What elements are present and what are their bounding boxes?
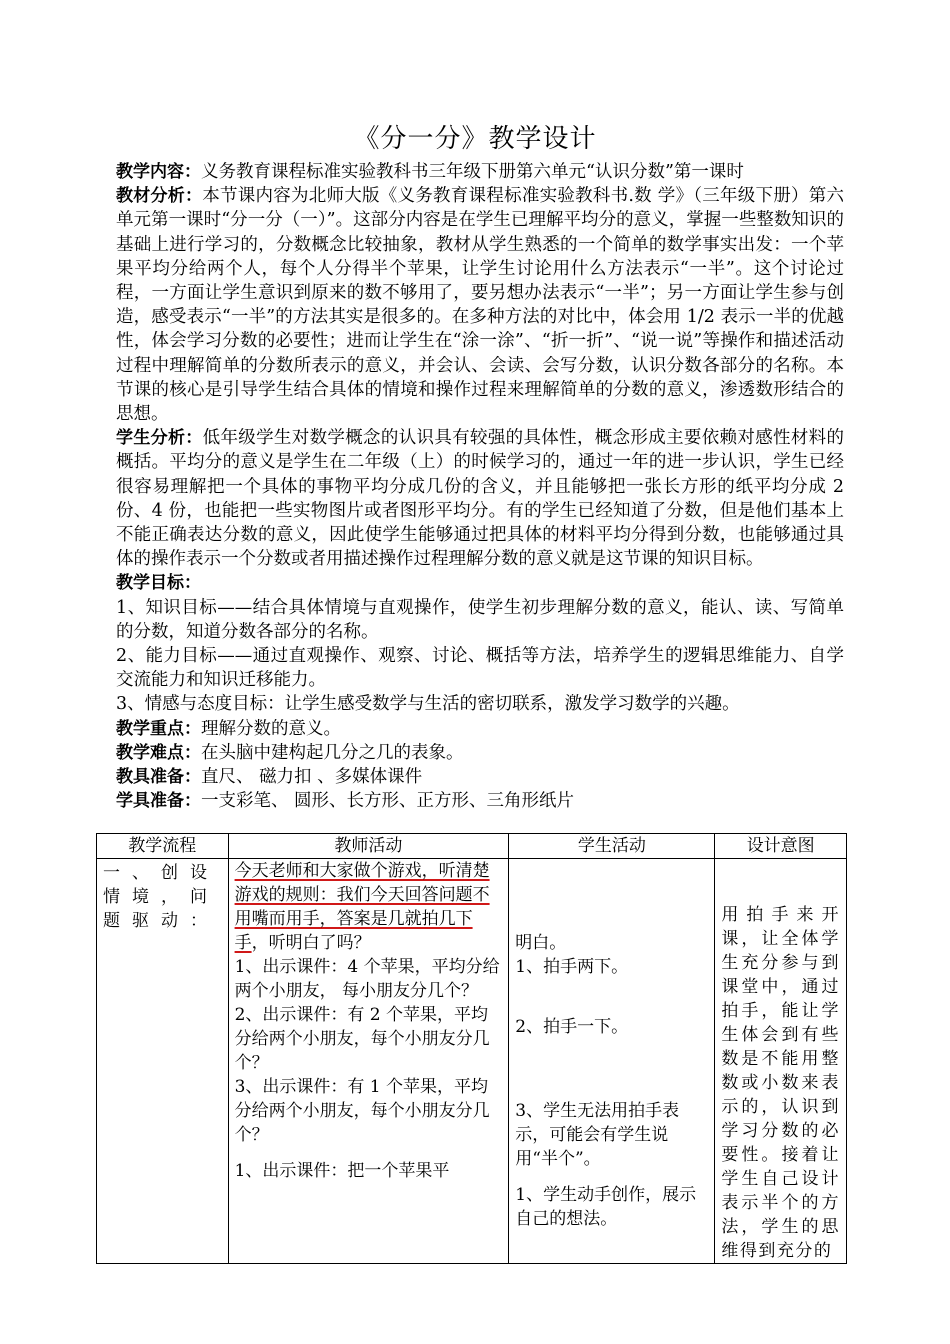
teacher-item: 1、出示课件：4 个苹果，平均分给两个小朋友， 每小朋友分几个？ xyxy=(234,957,500,1001)
content-paragraph xyxy=(116,160,844,184)
goal-item: 2、能力目标——通过直观操作、观察、讨论、概括等方法，培养学生的逻辑思维能力、自学交流能力和知识迁移能力。 xyxy=(116,646,844,691)
teacher-item: 3、出示课件：有 1 个苹果，平均分给两个小朋友，每个小朋友分几个？ xyxy=(234,1077,490,1145)
goals-heading xyxy=(116,571,844,595)
student-item: 1、学生动手创作，展示自己的想法。 xyxy=(515,1185,697,1229)
key-point-label: 教学重点： xyxy=(116,718,201,739)
lesson-plan-table xyxy=(96,833,847,1264)
material-label: 教材分析： xyxy=(116,186,203,207)
student-tools-label: 学具准备： xyxy=(116,791,201,812)
student-item: 明白。 xyxy=(515,933,567,953)
teacher-item: 2、出示课件：有 2 个苹果，平均分给两个小朋友，每个小朋友分几个？ xyxy=(234,1005,490,1073)
table-row xyxy=(97,859,847,1264)
student-label: 学生分析： xyxy=(116,428,203,449)
teacher-tools-paragraph xyxy=(116,765,844,789)
stage-cell: 一、创设情境，问题驱动： xyxy=(97,859,229,1264)
header-teacher-activity: 教师活动 xyxy=(228,834,509,859)
table-header-row xyxy=(97,834,847,859)
content-text: 义务教育课程标准实验教科书三年级下册第六单元“认识分数”第一课时 xyxy=(201,162,744,182)
teacher-intro-underlined: 今天老师和大家做个游戏，听清楚游戏的规则：我们今天回答问题不用嘴而用手，答案是几就拍几下手 xyxy=(234,861,490,953)
material-paragraph xyxy=(116,184,844,426)
difficulty-label: 教学难点： xyxy=(116,742,201,763)
student-item: 3、学生无法用拍手表示，可能会有学生说用“半个”。 xyxy=(515,1101,680,1169)
key-point-text: 理解分数的意义。 xyxy=(201,718,341,739)
key-point-paragraph xyxy=(116,717,844,741)
design-intent-cell: 用拍手来开课，让全体学生充分参与到课堂中，通过拍手，能让学生体会到有些数是不能用整数或小数来表示的，认识到学习分数的必要性。接着让学生自己设计表示半个的方法，学生的思维得到充分的 xyxy=(715,859,847,1264)
material-text: 本节课内容为北师大版《义务教育课程标准实验教科书.数 学》（三年级下册）第六单元第一课时“分一分（一）”。这部分内容是在学生已理解平均分的意义，掌握一些整数知识的基础上进行学习的，分数概念比较抽象，教材从学生熟悉的一个简单的数学事实出发：一个苹果平均分给两个人，每个人分得半个苹果，让学生讨论用什么方法表示“一半”。这个讨论过程，一方面让学生意识到原来的数不够用了，要另想办法表示“一半”；另一方面让学生参与创造，感受表示“一半”的方法其实是很多的。在多种方法的对比中，体会用 1/2 表示一半的优越性，体会学习分数的必要性；进而让学生在“涂一涂”、“折一折”、“说一说”等操作和描述活动过程中理解简单的分数所表示的意义，并会认、会读、会写分数，认识分数各部分的名称。本节课的核心是引导学生结合具体的情境和操作过程来理解简单的分数的意义，渗透数形结合的思想。 xyxy=(116,186,844,425)
student-item: 1、拍手两下。 xyxy=(515,957,629,977)
header-student-activity: 学生活动 xyxy=(509,834,715,859)
document-body xyxy=(116,160,844,813)
document-title: 《分一分》教学设计 xyxy=(353,124,597,154)
header-design-intent: 设计意图 xyxy=(715,834,847,859)
student-activity-cell xyxy=(509,859,715,1264)
student-tools-paragraph xyxy=(116,789,844,813)
student-tools-text: 一支彩笔、 圆形、长方形、正方形、三角形纸片 xyxy=(201,791,575,812)
header-process: 教学流程 xyxy=(97,834,229,859)
goal-item: 3、情感与态度目标：让学生感受数学与生活的密切联系，激发学习数学的兴趣。 xyxy=(116,694,740,715)
teacher-activity-cell xyxy=(228,859,509,1264)
difficulty-paragraph xyxy=(116,741,844,765)
student-paragraph xyxy=(116,426,844,571)
teacher-intro-tail: ，听明白了吗？ xyxy=(251,933,371,953)
teacher-item: 1、出示课件：把一个苹果平 xyxy=(234,1161,450,1181)
teacher-tools-label: 教具准备： xyxy=(116,767,201,788)
goal-item: 1、知识目标——结合具体情境与直观操作，使学生初步理解分数的意义，能认、读、写简单的分数，知道分数各部分的名称。 xyxy=(116,597,844,642)
student-text: 低年级学生对数学概念的认识具有较强的具体性，概念形成主要依赖对感性材料的概括。平均分的意义是学生在二年级（上）的时候学习的，通过一年的进一步认识，学生已经很容易理解把一个具体的事物平均分成几份的含义，并且能够把一张长方形的纸平均分成 2 份、4 份，也能把一些实物图片或者图形平均分。有的学生已经知道了分数，但是他们基本上不能正确表达分数的意义，因此使学生能够通过把具体的材料平均分得到分数，也能够通过具体的操作表示一个分数或者用描述操作过程理解分数的意义就是这节课的知识目标。 xyxy=(116,428,844,570)
student-item: 2、拍手一下。 xyxy=(515,1017,629,1037)
teacher-tools-text: 直尺、 磁力扣 、多媒体课件 xyxy=(201,767,423,788)
goals-label: 教学目标： xyxy=(116,573,201,594)
content-label: 教学内容： xyxy=(116,162,201,182)
difficulty-text: 在头脑中建构起几分之几的表象。 xyxy=(201,742,464,763)
